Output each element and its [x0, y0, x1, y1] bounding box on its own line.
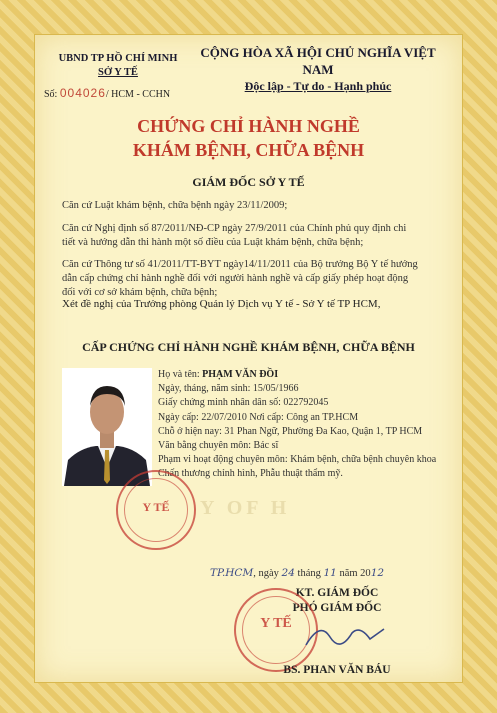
director-heading: GIÁM ĐỐC SỞ Y TẾ — [192, 175, 305, 189]
official-seal-text: Y TẾ — [260, 616, 292, 631]
basis-circular: Căn cứ Thông tư số 41/2011/TT-BYT ngày14/11/2011 của Bộ trưởng Bộ Y tế hướng dẫn cấp chứng chỉ hành nghề đối với người hành nghề và cấp giấy phép hoạt động đối với cơ sở khám bệnh, chữa bệnh; — [62, 259, 418, 298]
holder-dob: Ngày, tháng, năm sinh: 15/05/1966 — [158, 383, 299, 395]
serial-prefix: Số: — [44, 89, 58, 100]
signature-title-line1: KT. GIÁM ĐỐC — [295, 587, 379, 599]
grant-heading: CẤP CHỨNG CHỈ HÀNH NGHỀ KHÁM BỆNH, CHỮA BỆNH — [82, 340, 415, 354]
holder-name-row — [158, 368, 458, 382]
nation-title: CỘNG HÒA XÃ HỘI CHỦ NGHĨA VIỆT NAM — [200, 45, 436, 77]
date-year: 12 — [370, 567, 385, 579]
basis-proposal: Xét đề nghị của Trưởng phòng Quản lý Dịch vụ Y tế - Sở Y tế TP HCM, — [62, 298, 381, 310]
watermark-text: Y OF H — [200, 497, 291, 519]
serial-suffix: / HCM - CCHN — [105, 89, 171, 100]
holder-name-label: Họ và tên: — [158, 369, 200, 380]
date-day: 24 — [281, 567, 295, 579]
holder-details — [158, 368, 458, 482]
date-month-label: tháng — [297, 568, 321, 579]
issuer-line1: UBND TP HỒ CHÍ MINH — [58, 53, 178, 64]
certificate-title-line2: KHÁM BỆNH, CHỮA BỆNH — [132, 140, 365, 160]
serial-number — [44, 86, 170, 100]
date-month: 11 — [323, 567, 337, 579]
holder-name: PHẠM VĂN ĐỒI — [202, 369, 279, 380]
holder-scope: Phạm vi hoạt động chuyên môn: Khám bệnh, chữa bệnh chuyên khoa Chấn thương chỉnh hình, Phẫu thuật thẩm mỹ. — [158, 454, 437, 480]
basis-law: Căn cứ Luật khám bệnh, chữa bệnh ngày 23/11/2009; — [62, 200, 288, 211]
issue-date — [210, 567, 450, 579]
photo-seal-stamp — [116, 470, 196, 550]
holder-address: Chỗ ở hiện nay: 31 Phan Ngữ, Phường Đa Kao, Quận 1, TP HCM — [158, 425, 423, 437]
national-header — [188, 44, 448, 95]
signature-mark — [300, 615, 390, 655]
signature-title-line2: PHÓ GIÁM ĐỐC — [292, 602, 382, 614]
certificate-title-line1: CHỨNG CHỈ HÀNH NGHỀ — [137, 116, 360, 136]
portrait-image — [62, 368, 152, 486]
photo-seal-text: Y TẾ — [142, 500, 170, 514]
basis-decree: Căn cứ Nghị định số 87/2011/NĐ-CP ngày 27/9/2011 của Chính phủ quy định chi tiết và hướng dẫn thi hành một số điều của Luật khám bệnh, chữa bệnh; — [62, 223, 407, 248]
nation-motto: Độc lập - Tự do - Hạnh phúc — [244, 79, 392, 93]
holder-id: Giấy chứng minh nhân dân số: 022792045 — [158, 397, 329, 409]
date-day-label: , ngày — [253, 568, 279, 579]
serial-value: 004026 — [59, 86, 106, 100]
holder-id-issued: Ngày cấp: 22/07/2010 Nơi cấp: Công an TP.HCM — [158, 411, 359, 423]
signer-name: BS. PHAN VĂN BÁU — [283, 664, 391, 676]
date-year-label: năm 20 — [339, 568, 371, 579]
holder-photo — [62, 368, 152, 486]
holder-degree: Văn bằng chuyên môn: Bác sĩ — [158, 440, 279, 452]
issuer-line2: SỞ Y TẾ — [98, 67, 138, 78]
date-place: TP.HCM — [210, 567, 254, 579]
issuer-header — [58, 52, 178, 80]
